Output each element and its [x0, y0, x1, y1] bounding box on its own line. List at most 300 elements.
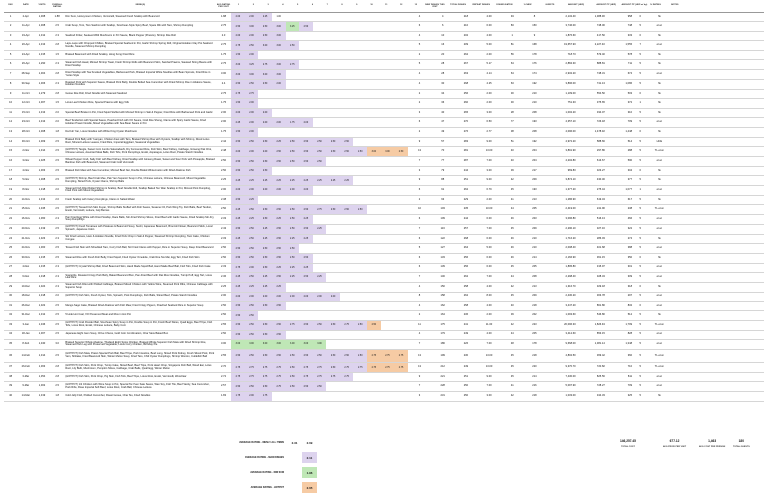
score-cell: [381, 99, 395, 107]
summary-label: AVERAGE RATING - MENU / ALL ITEMS: [239, 441, 284, 444]
score-cell: [353, 254, 367, 262]
table-row[interactable]: [4, 109, 764, 119]
score-cell: 2.25: [272, 215, 286, 224]
stat-cell: 209: [532, 178, 537, 182]
score-cell: 2.50: [326, 205, 340, 214]
score-cell: 2.50: [258, 382, 272, 391]
overall-rating: 2.5: [55, 353, 59, 357]
score-cell: [286, 70, 300, 79]
stat-cell: el.al.: [656, 43, 663, 47]
stat-cell: 1: [639, 188, 641, 192]
menu-items: Seafood Fritter, Sauteed Wild Mushroom in XO Sauce, Black Pepper (Prawns), Shrimp Roe Roll: [65, 33, 176, 37]
table-row[interactable]: [4, 321, 764, 331]
table-row[interactable]: [4, 302, 764, 311]
visit-date: 5-Nov: [22, 178, 30, 182]
stat-cell: 220: [532, 365, 537, 369]
stat-cell: 516.13: [596, 217, 605, 221]
table-row[interactable]: [4, 60, 764, 70]
stat-cell: 7: [639, 43, 641, 47]
overall-rating: 2.8: [55, 72, 59, 76]
score-cell: [313, 90, 327, 98]
score-cell: [381, 283, 395, 292]
score-cells: [231, 22, 408, 30]
stat-cell: 42: [510, 284, 514, 288]
table-row[interactable]: [4, 138, 764, 148]
visit-count: 1,300: [38, 246, 46, 250]
table-row[interactable]: [4, 373, 764, 382]
summary-label: AVERAGE RATING - MAIN DISHES: [244, 456, 284, 459]
score-cell: [367, 373, 381, 381]
stat-cell: 5.00: [486, 43, 492, 47]
score-cells: [231, 60, 408, 69]
avg-rating: 2.50: [221, 168, 227, 172]
stat-cell: 256: [463, 256, 469, 260]
score-cell: [367, 331, 381, 339]
stat-cell: 45: [510, 265, 514, 269]
score-cell: 2.50: [231, 331, 245, 339]
header-notes: NOTES: [670, 3, 679, 6]
visit-date: 12-Oct: [21, 100, 30, 104]
score-cell: [340, 90, 354, 98]
stat-cell: 1,895.80: [565, 265, 576, 269]
avg-rating: 2.50: [221, 256, 227, 260]
row-number: 25: [9, 246, 13, 250]
score-cell: [353, 235, 367, 244]
menu-items: Braised Superior Whole Abalone, Thailand Eight Spice Chicken, Braised Whole Superior Fish Maw with Dried Shrimp Roe, Steamed Pork Leg with Preserved Vegetable, Lotus Curry Chicken, Birthday Pie: [65, 340, 207, 347]
score-cell: 3.00: [272, 41, 286, 50]
table-row[interactable]: [4, 22, 764, 31]
stat-cell: 5: [639, 393, 641, 397]
score-cell: [394, 254, 408, 262]
table-row[interactable]: [4, 186, 764, 196]
score-cell: [286, 167, 300, 175]
stat-cell: 2.00: [486, 91, 492, 95]
total-value: 146,257.45: [620, 439, 636, 443]
score-cell: 2.50: [245, 41, 259, 50]
stat-cell: 6.00: [486, 256, 492, 260]
score-cell: 2.50: [313, 382, 327, 391]
stat-cell: 6.00: [486, 265, 492, 269]
score-cell: [326, 13, 340, 21]
score-cell: 2.50: [245, 205, 259, 214]
score-cell: [353, 244, 367, 253]
score-cell: [367, 13, 381, 21]
score-cell: [367, 283, 381, 292]
table-row[interactable]: [4, 311, 764, 320]
score-cell: 2.25: [272, 283, 286, 292]
stat-cell: 56: [510, 52, 514, 56]
score-cell: [381, 331, 395, 339]
stat-cell: 210: [532, 246, 537, 250]
score-cell: [286, 392, 300, 400]
table-row[interactable]: [4, 293, 764, 302]
score-cell: [353, 128, 367, 136]
score-cell: [340, 70, 354, 79]
score-cell: [313, 60, 327, 69]
stat-cell: 39: [510, 168, 514, 172]
visit-count: 1,314: [38, 149, 46, 153]
stat-cell: 7,430.00: [565, 374, 576, 378]
stat-cell: 264: [463, 246, 469, 250]
visit-count: 1,323: [38, 236, 46, 240]
total-value: 1,463: [708, 439, 717, 443]
stat-cell: 5: [639, 139, 641, 143]
score-cell: 2.25: [258, 176, 272, 185]
table-row[interactable]: [4, 167, 764, 176]
summary-overall: 2.31: [291, 440, 298, 445]
score-cell: [326, 186, 340, 195]
visit-count: 1,308: [38, 24, 46, 28]
table-row[interactable]: [4, 363, 764, 373]
score-cell: [353, 225, 367, 234]
avg-rating: 2.50: [221, 246, 227, 250]
stat-cell: 958: [627, 14, 633, 18]
score-cell: 2.50: [245, 254, 259, 262]
score-cell: [367, 32, 381, 40]
score-cell: 3.25: [286, 22, 300, 30]
table-row[interactable]: [4, 118, 764, 128]
score-cell: [326, 382, 340, 391]
overall-rating: 1.88: [54, 14, 60, 18]
stat-cell: 281: [463, 149, 469, 153]
summary-row: [220, 436, 313, 449]
table-row[interactable]: [4, 128, 764, 137]
menu-items: Da Kuh Yan, Lotus Noodles with White King Oyster Mushroom: [65, 129, 138, 133]
score-cell: [353, 311, 367, 319]
stat-cell: 2,430.20: [565, 294, 576, 298]
visit-count: 1,319: [38, 226, 46, 230]
avg-rating: 2.50: [221, 207, 227, 211]
stat-cell: 217: [532, 168, 537, 172]
row-number: 35: [9, 342, 13, 345]
overall-rating: 2.5: [55, 313, 59, 317]
score-cell: 2.50: [272, 302, 286, 310]
score-cell: 2.50: [353, 147, 367, 156]
row-number: 8: [9, 81, 12, 85]
stat-cell: 223: [532, 322, 537, 326]
stat-cell: 28: [441, 72, 445, 76]
table-row[interactable]: [4, 196, 764, 205]
score-cell: 3.00: [245, 70, 259, 79]
stat-cell: 5: [639, 217, 641, 221]
table-row[interactable]: [4, 147, 764, 157]
stat-cell: 3,746.00: [565, 24, 576, 28]
stat-cell: 8: [418, 294, 421, 298]
avg-rating: 2.33: [221, 265, 227, 269]
score-cell: [381, 60, 395, 69]
stat-cell: 3.00: [486, 110, 492, 114]
stat-cell: 3: [418, 168, 421, 172]
stat-cell: el.al.: [656, 332, 663, 336]
score-cell: [313, 167, 327, 175]
table-row[interactable]: [4, 99, 764, 108]
header-rate: % RATING: [650, 3, 661, 6]
stat-cell: 83: [510, 24, 514, 28]
score-cell: 2.25: [231, 205, 245, 214]
stat-cell: 3.00: [486, 393, 492, 397]
score-cell: 2.25: [299, 176, 313, 185]
stat-cell: 276: [463, 129, 469, 133]
score-cell: 2.50: [299, 157, 313, 166]
score-cells: [231, 176, 408, 185]
avg-rating: 2.50: [221, 313, 227, 317]
stat-cell: 39: [510, 313, 514, 317]
stat-cell: 417.50: [596, 33, 605, 37]
table-row[interactable]: [4, 382, 764, 392]
score-cell: 2.75: [299, 373, 313, 381]
score-cell: [313, 196, 327, 204]
summary-value: 2.09: [302, 437, 317, 448]
table-row[interactable]: [4, 80, 764, 90]
score-cell: [394, 331, 408, 339]
table-row[interactable]: [4, 176, 764, 186]
score-cell: 2.50: [245, 382, 259, 391]
stat-cell: el.al.: [656, 374, 663, 378]
stat-cell: 6.00: [486, 24, 492, 28]
stat-cell: TL.el.al.: [654, 353, 664, 357]
score-cell: 2.50: [313, 321, 327, 330]
visit-date: 9-Mar: [22, 384, 30, 388]
menu-items: Steamed Fish Fillet Rolled Shrimp & Scallop, Beef Noodle Roll, Scallop Baked Ten Wan Scallop in Pot, Minced Pork Dumpling, Fried Pork with Mixed Vegetables: [65, 186, 211, 193]
table-row[interactable]: [4, 244, 764, 254]
stat-cell: 674: [627, 72, 633, 76]
overall-rating: 2.5: [55, 322, 59, 326]
visit-count: 1,313: [38, 110, 46, 114]
stat-cell: TL.el.al.: [654, 149, 664, 153]
stat-cell: 262: [463, 188, 469, 192]
stat-cell: 288: [627, 149, 633, 153]
score-cell: 2.25: [231, 283, 245, 292]
score-cell: 2.00: [245, 99, 259, 107]
table-row[interactable]: [4, 225, 764, 235]
score-cell: [313, 109, 327, 118]
table-row[interactable]: [4, 331, 764, 340]
menu-items: Roasted Pork with Superior Sauce, Braised Pork Belly, Double Boiled Sea Cucumber with Dried Shrimp Roe in Abalone Sauce, Hokkien Noodles: [65, 80, 212, 87]
avg-rating: 1.75: [221, 129, 227, 133]
score-cell: 2.25: [326, 176, 340, 185]
score-cell: [381, 235, 395, 244]
table-row[interactable]: [4, 41, 764, 51]
stat-cell: 274: [627, 236, 633, 240]
menu-items: Dim Sum, Honeymoon Chicken, Vermicelli, Steamed Fresh Scallop with Beancurd: [65, 14, 160, 18]
menu-items: Wheat Pepper Crab, Salty Fish with Beef Kidney, Dried Scallop with Ginseng Roast, Sweet and Sour Pork with Pineapple, Braised Bamboo Fish with Beancurd, Steamed Crab Cold Vermicelli: [65, 157, 215, 164]
avg-rating: 1.83: [221, 393, 227, 397]
score-cell: 2.25: [245, 176, 259, 185]
score-cell: [367, 109, 381, 118]
stat-cell: 7: [418, 159, 421, 163]
table-row[interactable]: [4, 51, 764, 60]
score-cell: [394, 118, 408, 127]
stat-cell: 13.00: [485, 365, 493, 369]
stat-cell: 5: [639, 265, 641, 269]
score-cell: 2.50: [258, 32, 272, 40]
overall-rating: 3.0: [55, 342, 59, 345]
table-row[interactable]: [4, 283, 764, 293]
score-cell: [381, 32, 395, 40]
avg-rating: 2.33: [221, 236, 227, 240]
avg-rating: 2.75: [221, 24, 227, 28]
header-date: DATE: [22, 3, 29, 6]
score-cell: 2.50: [245, 331, 259, 339]
score-cell: [272, 109, 286, 118]
avg-rating: 2.3: [221, 33, 226, 37]
score-cell: [299, 13, 313, 21]
score-cell: 2.50: [258, 254, 272, 262]
stat-cell: 503: [627, 91, 633, 95]
score-cell: 3.00: [231, 70, 245, 79]
stat-cell: 176: [532, 62, 537, 66]
score-cell: [286, 311, 300, 319]
score-cell: [313, 128, 327, 136]
score-cell: [272, 99, 286, 107]
row-number: 19: [9, 188, 13, 192]
score-cell: 3.25: [245, 60, 259, 69]
stat-cell: 718.70: [567, 52, 576, 56]
table-row[interactable]: [4, 264, 764, 273]
score-cell: [340, 273, 354, 282]
score-cell: [367, 70, 381, 79]
stat-cell: 5: [639, 294, 641, 298]
stat-cell: 512: [627, 313, 633, 317]
stat-cell: el.al.: [656, 294, 663, 298]
score-cell: [313, 22, 327, 30]
stat-cell: 192: [532, 81, 537, 85]
stat-cell: 6: [418, 256, 421, 260]
stat-cell: 199: [440, 353, 445, 357]
stat-cell: el.al.: [656, 159, 663, 163]
score-cell: [286, 196, 300, 204]
menu-items: (HOTPOT) Crab Powder Ball, Szechuan Spicy Soup in Pot, Double Soup in Pot, Fresh Beef Slices, Quail Eggs, Beef Tripe, Fish Tofu, Lotus Root, Enoki, Chinese Lettuce, Baby Corn: [65, 321, 213, 328]
spreadsheet: [4, 3, 764, 402]
score-cell: 2.50: [245, 311, 259, 319]
score-cell: 2.25: [286, 235, 300, 244]
table-row[interactable]: [4, 254, 764, 263]
table-row[interactable]: [4, 235, 764, 245]
stat-cell: 44: [510, 332, 514, 336]
menu-items: Stir Fried Lettuce, Ham & Hokkien Noodle, Fried Pork Chop in Salt & Pepper, Steamed Shrimp Dumpling, Taro Cake, Chicken Congee: [65, 235, 210, 242]
score-cell: [340, 32, 354, 40]
stat-cell: 9: [418, 374, 421, 378]
score-cell: [353, 293, 367, 301]
stat-cell: 1: [511, 33, 513, 37]
stat-cell: 748.00: [596, 24, 605, 28]
score-cell: 2.50: [231, 321, 245, 330]
stat-cell: 5: [639, 62, 641, 66]
stat-cell: 360: [627, 353, 633, 357]
score-cell: [326, 235, 340, 244]
stat-cell: 51: [510, 139, 514, 143]
score-cell: 2.25: [245, 196, 259, 204]
table-row[interactable]: [4, 392, 764, 401]
score-cells: [231, 302, 408, 310]
visit-count: 1,312: [38, 313, 46, 317]
menu-items: Braised Fish Maw with Sea Cucumber, Minced Beef Net, Double Boiled Wintermelon with Dried Abalone Fish: [65, 168, 191, 172]
score-cell: [367, 80, 381, 89]
menu-items: Pan Fried Egg White with Dried Scallop, Dace Balls, Stir-Fried Shrimp Slices, Fried Beef with Garlic Sauce, Dried Scallop Stir-Fry, Soup Dumplings: [65, 215, 215, 222]
stat-cell: 231: [440, 393, 445, 397]
stat-cell: el.al.: [656, 120, 663, 124]
score-cell: 2.75: [258, 363, 272, 372]
score-cells: [231, 32, 408, 40]
stat-cell: 2,932.20: [565, 72, 576, 76]
row-number: 15: [9, 149, 13, 153]
table-row[interactable]: [4, 215, 764, 225]
score-cell: [326, 128, 340, 136]
stat-cell: 283: [463, 139, 469, 143]
menu-items: Lapu-Lapu with Chopped Chillies, Braised Special Seafood in Pot, Garlic Shrimp Spring Roll, Original Hokkien Clay Pot Seafood Noodle, Steamed Shrimp Dumpling: [65, 41, 213, 48]
visit-count: 1,345: [38, 207, 46, 211]
menu-items: Goose Roe Roll, Fried Noodle with Steamed Seafood: [65, 91, 127, 95]
score-cells: [231, 90, 408, 98]
total-label: AVG PRICE PER VISIT: [663, 446, 687, 448]
score-cell: 2.25: [313, 225, 327, 234]
stat-cell: 1,002.20: [565, 110, 576, 114]
table-row[interactable]: [4, 70, 764, 80]
overall-rating: 2.5: [55, 168, 59, 172]
row-number: 30: [9, 294, 13, 298]
stat-cell: 1,716.20: [565, 236, 576, 240]
score-cells: [231, 196, 408, 204]
stat-cell: 388: [627, 246, 633, 250]
score-cell: [381, 302, 395, 310]
score-cell: [394, 176, 408, 185]
stat-cell: 208: [532, 275, 537, 279]
score-cell: [286, 283, 300, 292]
overall-rating: 2.5: [55, 139, 59, 143]
table-row[interactable]: [4, 350, 764, 363]
score-cell: 2.00: [245, 264, 259, 272]
header-dishes: DISHES EATEN: [496, 3, 513, 6]
table-row[interactable]: [4, 205, 764, 215]
score-cell: [340, 244, 354, 253]
stat-cell: 64: [510, 62, 514, 66]
avg-rating: 2.50: [221, 332, 227, 336]
row-number: 22: [9, 217, 13, 221]
score-cell: 3.00: [258, 70, 272, 79]
score-cell: 2.00: [313, 293, 327, 301]
stat-cell: 3: [418, 110, 421, 114]
score-cell: [340, 22, 354, 30]
table-row[interactable]: [4, 340, 764, 350]
stat-cell: 213: [532, 284, 537, 288]
score-cell: [340, 60, 354, 69]
table-row[interactable]: [4, 13, 764, 22]
row-number: 21: [9, 207, 13, 211]
score-cell: 2.50: [326, 363, 340, 372]
score-cell: [367, 382, 381, 391]
stat-cell: 244: [463, 168, 469, 172]
score-cell: [394, 167, 408, 175]
table-row[interactable]: [4, 273, 764, 283]
stat-cell: 5: [639, 81, 641, 85]
score-cell: 2.50: [258, 22, 272, 30]
row-number: 12: [9, 120, 13, 124]
score-cell: [381, 196, 395, 204]
table-row[interactable]: [4, 32, 764, 41]
data-rows: [4, 13, 764, 402]
table-row[interactable]: [4, 157, 764, 167]
header-avg: AVG RATING PER VISIT: [216, 3, 231, 9]
header-row: [4, 3, 764, 13]
stat-cell: 0: [639, 303, 641, 307]
row-number: 36: [9, 353, 13, 357]
stat-cell: 6: [418, 217, 421, 221]
score-cells: [231, 293, 408, 301]
table-row[interactable]: [4, 90, 764, 99]
stat-cell: 1,093.60: [565, 313, 576, 317]
stat-cell: 303.78: [596, 294, 605, 298]
overall-rating: 2.0: [55, 294, 59, 298]
